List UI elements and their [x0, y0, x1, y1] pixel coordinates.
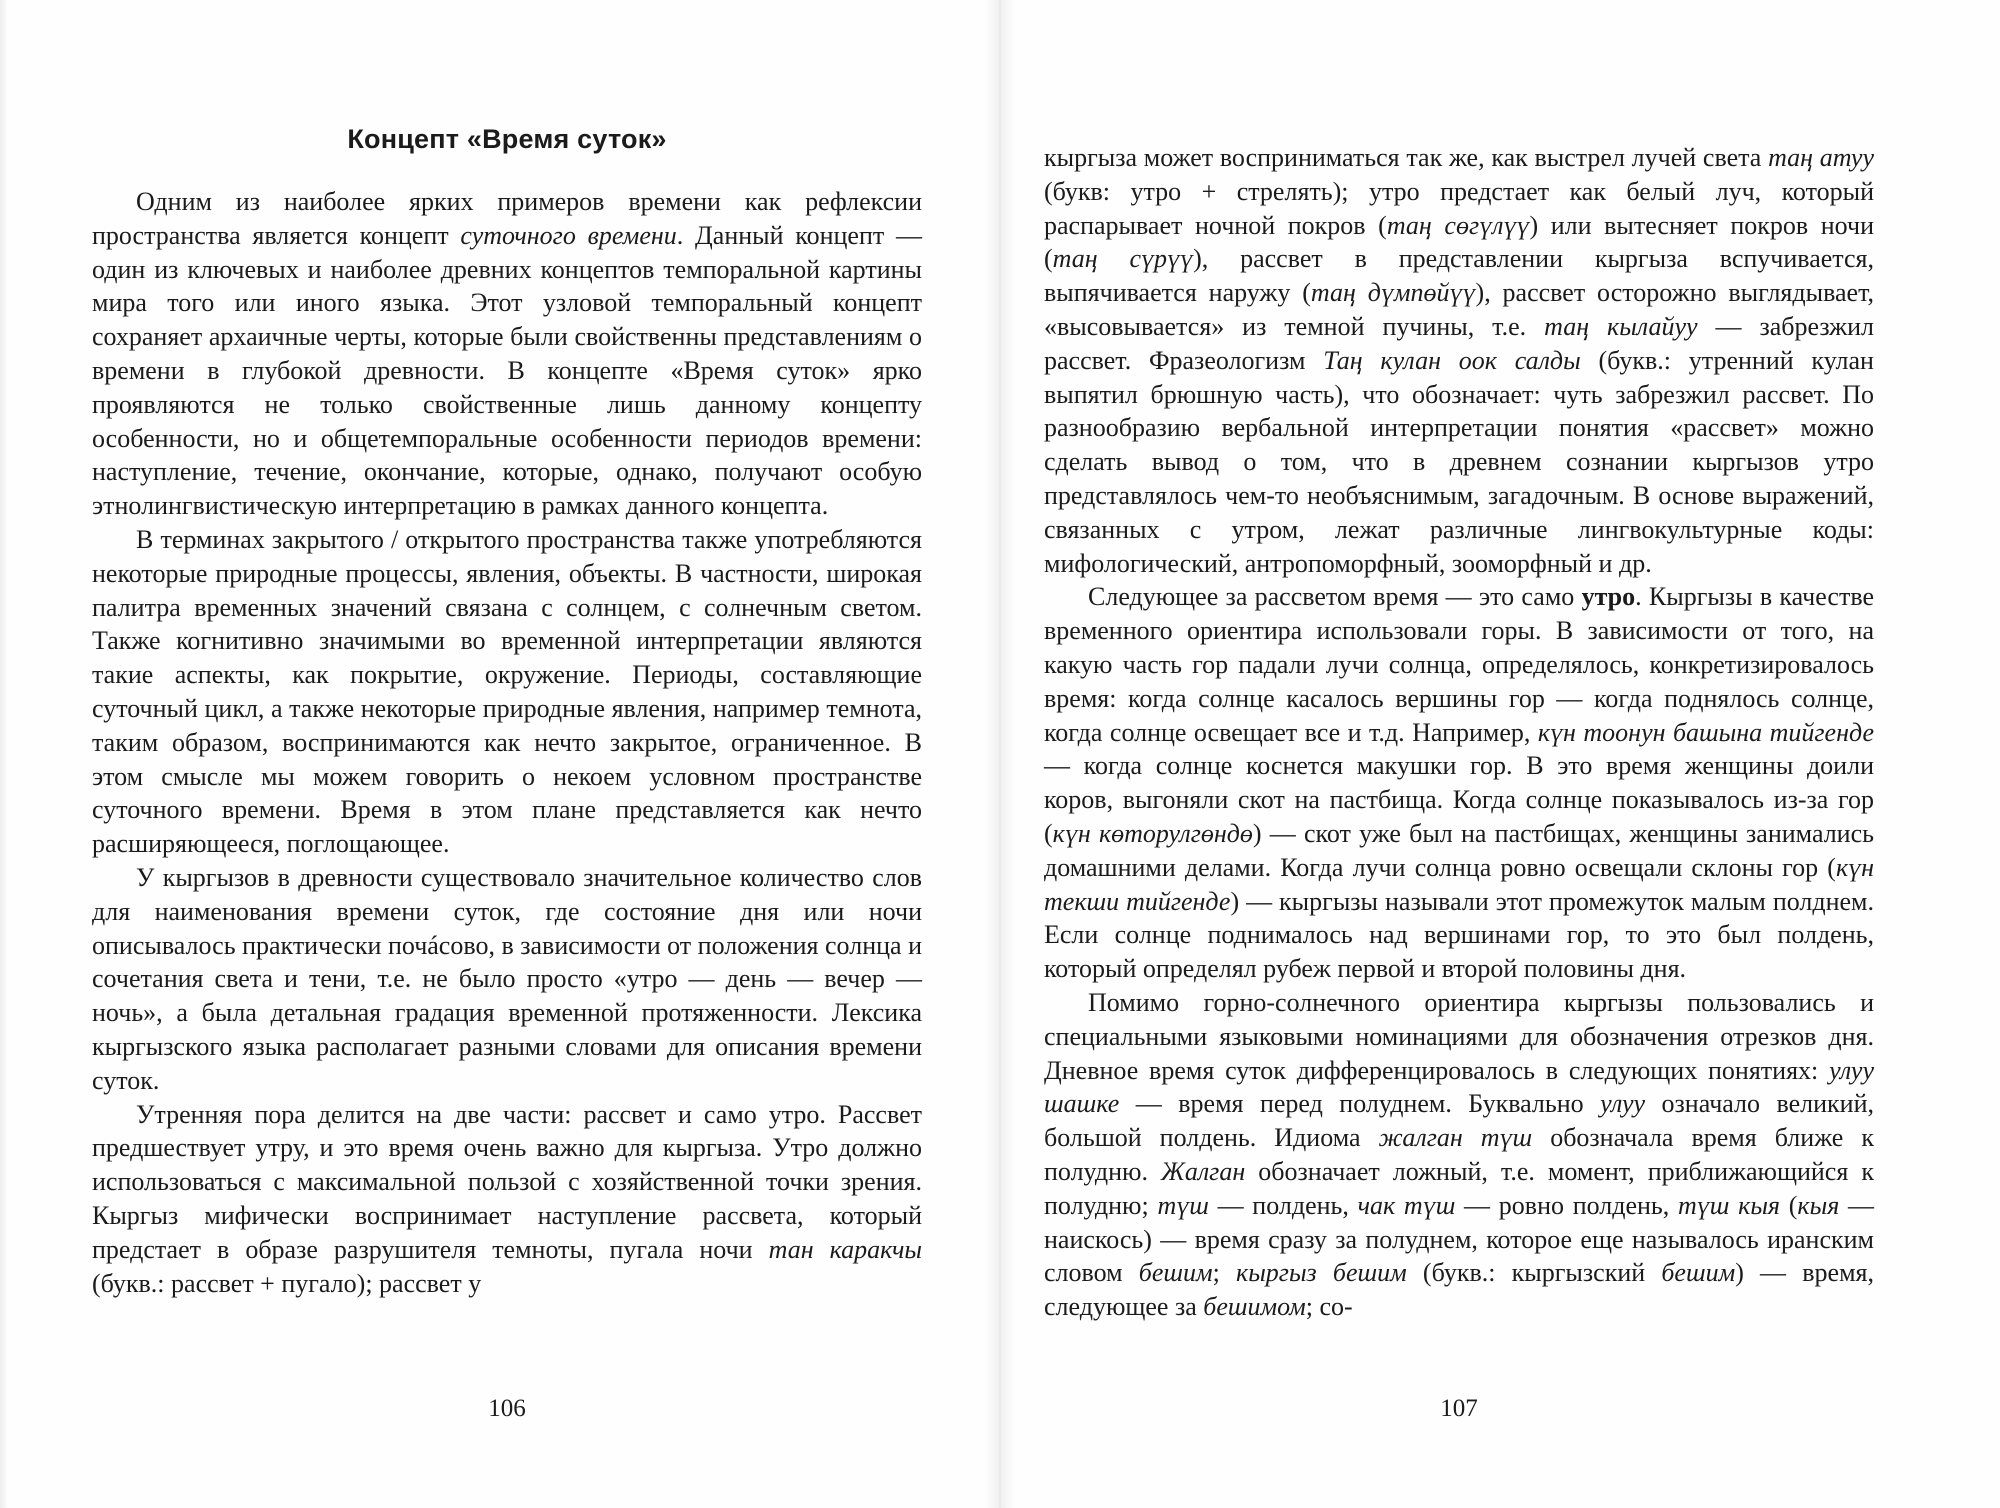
paragraph: Одним из наиболее ярких примеров времени как рефлексии пространства является концепт суточного времени. Данный концепт — один из ключевых и наиболее древних концептов темпоральной картины мира того или иного языка. Этот узловой темпоральный концепт сохраняет архаичные черты, которые были свойственны представлениям о времени в глубокой древности. В концепте «Время суток» ярко проявляются не только свойственные лишь данному концепту особенности, но и общетемпоральные особенности периодов времени: наступление, течение, окончание, которые, однако, получают особую этнолингвистическую интерпретацию в рамках данного концепта. [92, 187, 922, 521]
page-edge-shadow [0, 0, 8, 1508]
page-number: 106 [488, 1395, 526, 1422]
paragraph: В терминах закрытого / открытого пространства также употребляются некоторые природные процессы, явления, объекты. В частности, широкая палитра временных значений связана с солнцем, с солнечным светом. Также когнитивно значимыми во временной интерпретации являются такие аспекты, как покрытие, окружение. Периоды, составляющие суточный цикл, а также некоторые природные явления, например темнота, таким образом, воспринимаются как нечто закрытое, ограниченное. В этом смысле мы можем говорить о некоем условном пространстве суточного времени. Время в этом плане представляется как нечто расширяющееся, поглощающее. [92, 524, 922, 859]
paragraph: Следующее за рассветом время — это само утро. Кыргызы в качестве временного ориентира использовали горы. В зависимости от того, на какую часть гор падали лучи солнца, определялось, конкретизировалось время: когда солнце касалось вершины гор — когда поднялось солнце, когда солнце освещает все и т.д. Например, күн тоонун башына тийгенде — когда солнце коснется макушки гор. В это время женщины доили коров, выгоняли скот на пастбища. Когда солнце показывалось из-за гор (күн көторулгөндө) — скот уже был на пастбищах, женщины занимались домашними делами. Когда лучи солнца ровно освещали склоны гор (күн текши тийгенде) — кыргызы называли этот промежуток малым полднем. Если солнце поднималось над вершинами гор, то это был полдень, который определял рубеж первой и второй половины дня. [1044, 582, 1874, 984]
right-page [1000, 0, 2000, 1508]
page-number: 107 [1440, 1395, 1478, 1422]
paragraph: Утренняя пора делится на две части: рассвет и само утро. Рассвет предшествует утру, и это время очень важно для кыргыза. Утро должно использоваться с максимальной пользой с хозяйственной точки зрения. Кыргыз мифически воспринимает наступление рассвета, который предстает в образе разрушителя темноты, пугала ночи тан каракчы (букв.: рассвет + пугало); рассвет у [92, 1099, 922, 1298]
right-body-text [1044, 141, 1874, 1324]
paragraph: кыргыза может восприниматься так же, как выстрел лучей света таң атуу (букв: утро + стрелять); утро предстает как белый луч, который распарывает ночной покров (таң сөгүлүү) или вытесняет покров ночи (таң сүрүү), рассвет в представлении кыргыза вспучивается, выпячивается наружу (таң дүмпөйүү), рассвет осторожно выглядывает, «высовывается» из темной пучины, т.е. таң кылайуу — забрезжил рассвет. Фразеологизм Таң кулан оок салды (букв.: утренний кулан выпятил брюшную часть), что обозначает: чуть забрезжил рассвет. По разнообразию вербальной интерпретации понятия «рассвет» можно сделать вывод о том, что в древнем сознании кыргызов утро представлялось чем-то необъяснимым, загадочным. В основе выражений, связанных с утром, лежат различные лингвокультурные коды: мифологический, антропоморфный, зооморфный и др. [1044, 143, 1874, 578]
left-body-text [92, 185, 922, 1300]
paragraph: Помимо горно-солнечного ориентира кыргызы пользовались и специальными языковыми номинациями для обозначения отрезков дня. Дневное время суток дифференцировалось в следующих понятиях: улуу шашке — время перед полуднем. Буквально улуу означало великий, большой полдень. Идиома жалган түш обозначала время ближе к полудню. Жалган обозначает ложный, т.е. момент, приближающийся к полудню; түш — полдень, чак түш — ровно полдень, түш кыя (кыя — наискось) — время сразу за полуднем, которое еще называлось иранским словом бешим; кыргыз бешим (букв.: кыргызский бешим) — время, следующее за бешимом; со- [1044, 987, 1875, 1322]
paragraph: У кыргызов в древности существовало значительное количество слов для наименования времени суток, где состояние дня или ночи описывалось практически почáсово, в зависимости от положения солнца и сочетания света и тени, т.е. не было просто «утро — день — вечер — ночь», а была детальная градация временной протяженности. Лексика кыргызского языка располагает разными словами для описания времени суток. [92, 862, 922, 1095]
chapter-heading: Концепт «Время суток» [347, 124, 667, 154]
